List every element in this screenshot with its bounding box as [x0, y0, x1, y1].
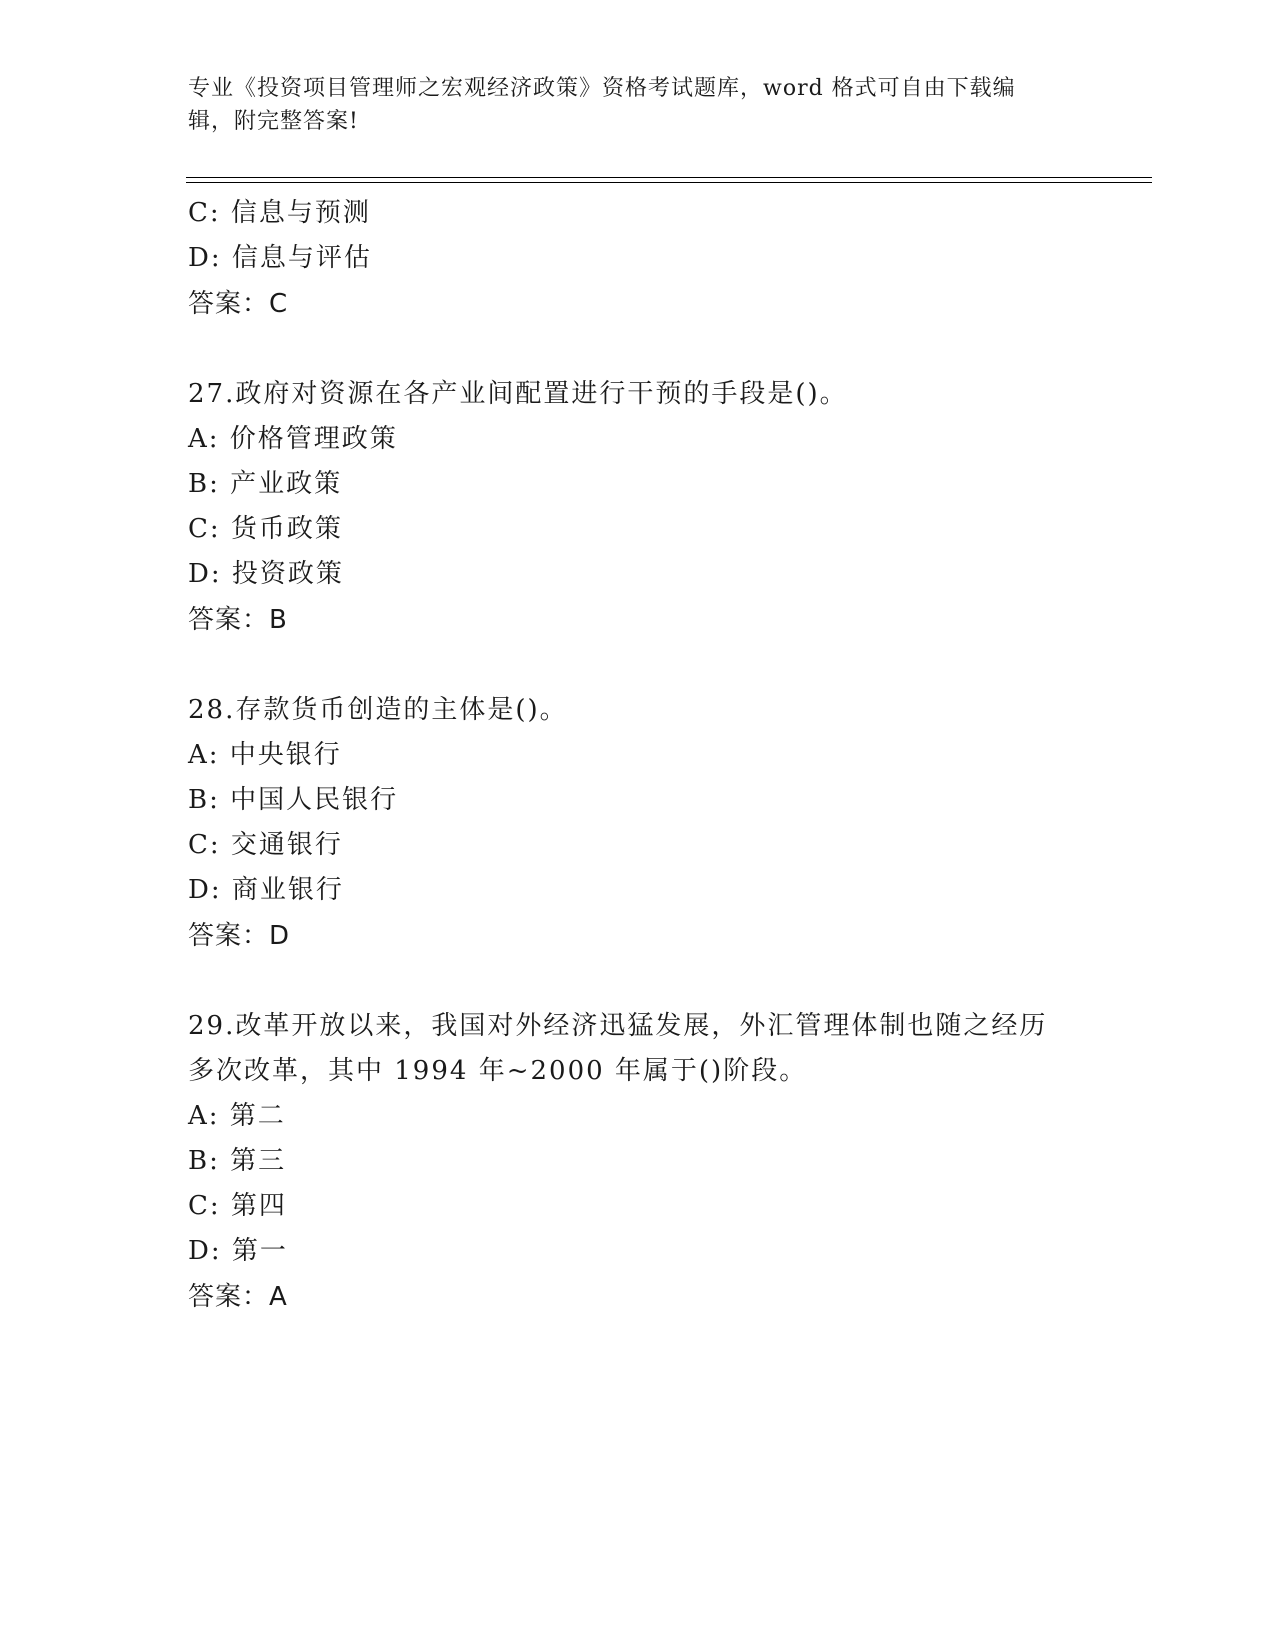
q26-option-c: C: 信息与预测: [188, 198, 371, 228]
q27-question: 27.政府对资源在各产业间配置进行干预的手段是()。: [188, 379, 848, 409]
q27-option-b: B: 产业政策: [188, 469, 343, 499]
q28-question: 28.存款货币创造的主体是()。: [188, 695, 568, 725]
q29-option-b: B: 第三: [188, 1146, 287, 1176]
q27-option-c: C: 货币政策: [188, 514, 343, 544]
q29-option-c: C: 第四: [188, 1191, 287, 1221]
q28-option-a: A: 中央银行: [188, 740, 342, 770]
q29-option-d: D: 第一: [188, 1236, 288, 1266]
header-rule-top: [186, 177, 1152, 178]
q29-option-a: A: 第二: [188, 1101, 286, 1131]
q26-option-d: D: 信息与评估: [188, 243, 372, 273]
q29-answer: 答案：A: [188, 1282, 288, 1312]
q29-question-line-2: 多次改革，其中 1994 年~2000 年属于()阶段。: [188, 1056, 808, 1086]
header-line-1: 专业《投资项目管理师之宏观经济政策》资格考试题库，word 格式可自由下载编: [188, 76, 1016, 101]
q28-option-c: C: 交通银行: [188, 830, 343, 860]
q27-option-d: D: 投资政策: [188, 559, 344, 589]
q26-answer: 答案：C: [188, 289, 289, 319]
document-header: [188, 72, 1068, 138]
q29-question-line-1: 29.改革开放以来，我国对外经济迅猛发展，外汇管理体制也随之经历: [188, 1011, 1048, 1041]
header-line-2: 辑，附完整答案!: [188, 109, 359, 134]
q28-option-d: D: 商业银行: [188, 875, 344, 905]
q27-option-a: A: 价格管理政策: [188, 424, 398, 454]
q27-answer: 答案：B: [188, 605, 288, 635]
q28-option-b: B: 中国人民银行: [188, 785, 399, 815]
q28-answer: 答案：D: [188, 921, 291, 951]
header-rule-bottom: [186, 182, 1152, 183]
